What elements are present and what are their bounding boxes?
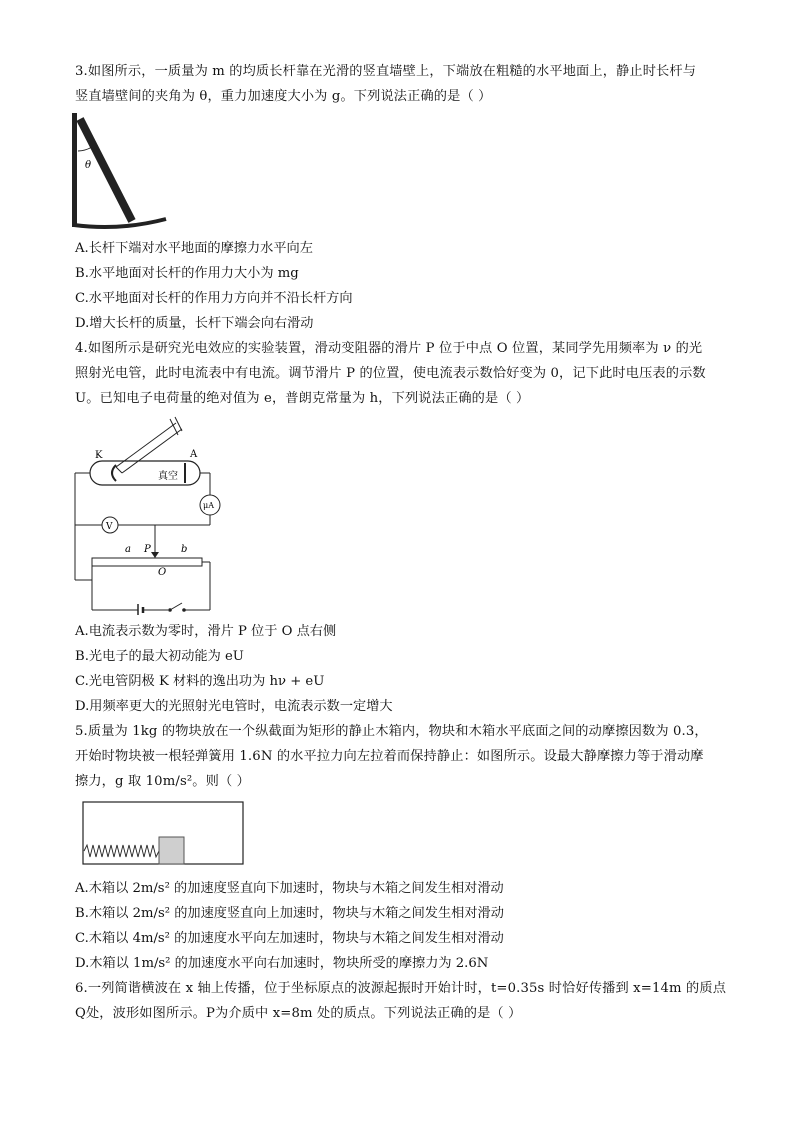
q4-label-voltmeter: V <box>106 522 113 532</box>
q5-option-c: C.木箱以 4m/s² 的加速度水平向左加速时，物块与木箱之间发生相对滑动 <box>75 931 504 946</box>
q4-stem-line2: 照射光电管，此时电流表中有电流。调节滑片 P 的位置，使电流表示数恰好变为 0，记下此时电压表的示数 <box>75 366 706 381</box>
q5-option-a: A.木箱以 2m/s² 的加速度竖直向下加速时，物块与木箱之间发生相对滑动 <box>75 881 504 896</box>
q4-label-a: A <box>190 449 198 460</box>
q5-stem-line3: 擦力，g 取 10m/s²。则（ ） <box>75 774 250 789</box>
q4-label-b-end: b <box>181 544 188 555</box>
q4-label-vacuum: 真空 <box>158 471 178 482</box>
q5-stem-line1: 5.质量为 1kg 的物块放在一个纵截面为矩形的静止木箱内，物块和木箱水平底面之间的动摩擦因数为 0.3， <box>75 724 708 739</box>
q3-stem-line2: 竖直墙壁间的夹角为 θ，重力加速度大小为 g。下列说法正确的是（ ） <box>75 89 492 104</box>
q3-figure-rod-wall <box>70 113 170 233</box>
q4-label-p: P <box>144 544 151 555</box>
q4-option-c: C.光电管阴极 K 材料的逸出功为 hν + eU <box>75 674 325 689</box>
q4-stem-line3: U。已知电子电荷量的绝对值为 e，普朗克常量为 h，下列说法正确的是（ ） <box>75 391 530 406</box>
q3-option-a: A.长杆下端对水平地面的摩擦力水平向左 <box>75 241 313 256</box>
q3-option-d: D.增大长杆的质量，长杆下端会向右滑动 <box>75 316 314 331</box>
q4-stem-line1: 4.如图所示是研究光电效应的实验装置，滑动变阻器的滑片 P 位于中点 O 位置，某同学先用频率为 ν 的光 <box>75 341 703 356</box>
q4-figure-photoelectric-circuit <box>70 415 230 615</box>
q6-stem-line1: 6.一列简谐横波在 x 轴上传播，位于坐标原点的波源起振时开始计时，t=0.35s 时恰好传播到 x=14m 的质点 <box>75 981 727 996</box>
q4-option-d: D.用频率更大的光照射光电管时，电流表示数一定增大 <box>75 699 393 714</box>
q5-option-d: D.木箱以 1m/s² 的加速度水平向右加速时，物块所受的摩擦力为 2.6N <box>75 956 489 971</box>
q5-option-b: B.木箱以 2m/s² 的加速度竖直向上加速时，物块与木箱之间发生相对滑动 <box>75 906 504 921</box>
q4-label-a-end: a <box>125 544 131 555</box>
q4-option-b: B.光电子的最大初动能为 eU <box>75 649 244 664</box>
q3-option-b: B.水平地面对长杆的作用力大小为 mg <box>75 266 299 281</box>
q3-stem-line1: 3.如图所示，一质量为 m 的均质长杆靠在光滑的竖直墙壁上，下端放在粗糙的水平地面上，静止时长杆与 <box>75 64 697 79</box>
q4-option-a: A.电流表示数为零时，滑片 P 位于 O 点右侧 <box>75 624 337 639</box>
q6-stem-line2: Q处，波形如图所示。P为介质中 x=8m 处的质点。下列说法正确的是（ ） <box>75 1006 522 1021</box>
q5-stem-line2: 开始时物块被一根轻弹簧用 1.6N 的水平拉力向左拉着而保持静止：如图所示。设最大静摩擦力等于滑动摩 <box>75 749 704 764</box>
q4-label-o: O <box>158 567 167 578</box>
q4-label-k: K <box>95 450 103 461</box>
q5-figure-box-spring <box>82 801 247 867</box>
q3-theta-label: θ <box>85 160 92 171</box>
q4-label-microammeter: μA <box>203 501 214 510</box>
q3-option-c: C.水平地面对长杆的作用力方向并不沿长杆方向 <box>75 291 353 306</box>
